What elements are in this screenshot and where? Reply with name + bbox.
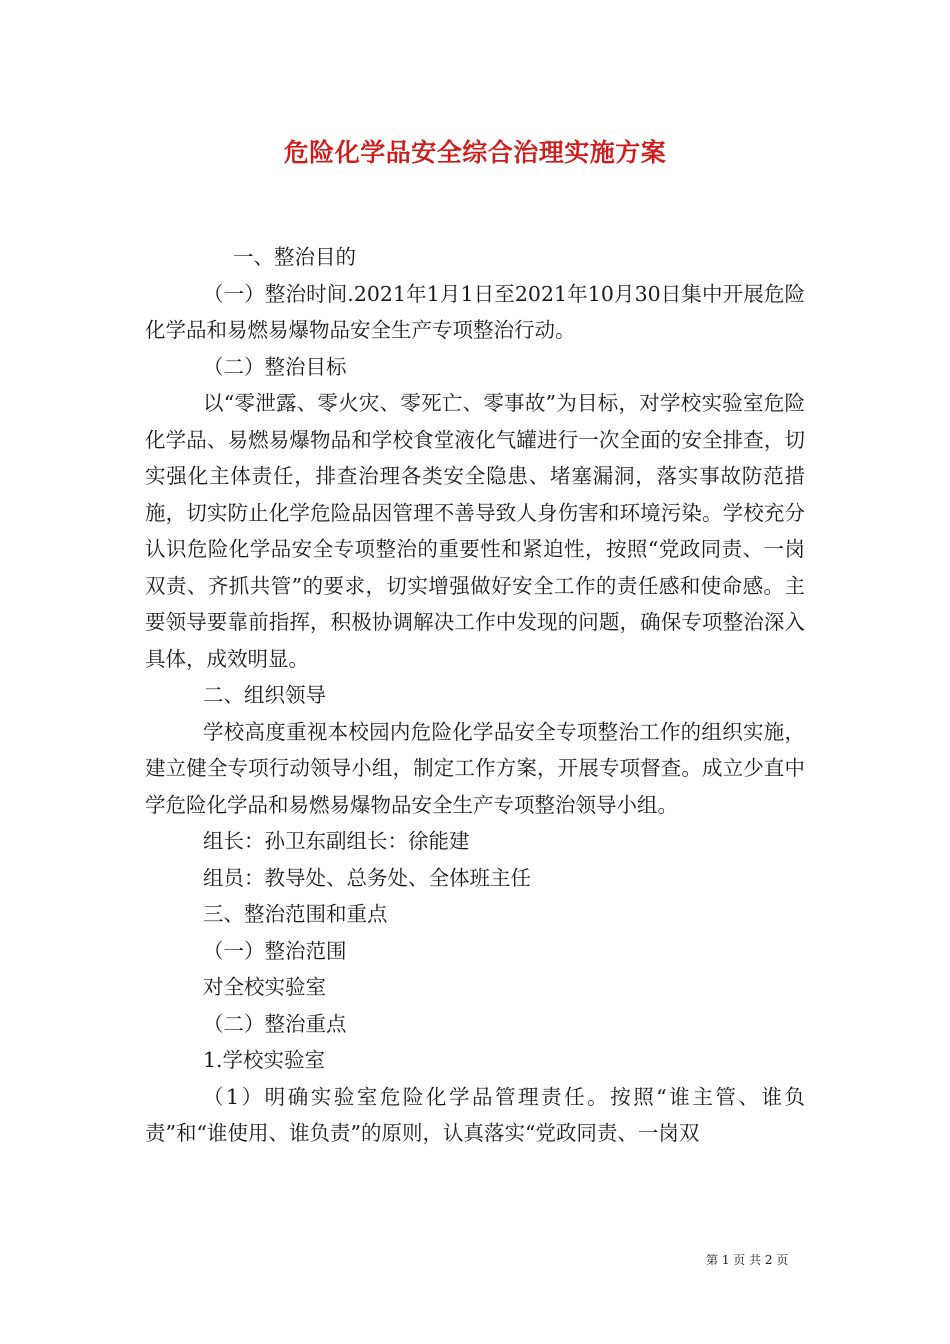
paragraph-goal: 以“零泄露、零火灾、零死亡、零事故”为目标，对学校实验室危险化学品、易燃易爆物品和学校食堂液化气罐进行一次全面的安全排查，切实强化主体责任，排查治理各类安全隐患、堵塞漏洞，落实事故防范措施，切实防止化学危险品因管理不善导致人身伤害和环境污染。学校充分认识危险化学品安全专项整治的重要性和紧迫性，按照“党政同责、一岗双责、齐抓共管”的要求，切实增强做好安全工作的责任感和使命感。主要领导要靠前指挥，积极协调解决工作中发现的问题，确保专项整治深入具体，成效明显。 [145,391,805,671]
paragraph-heading-2: 二、组织领导 [203,683,326,707]
paragraph-organization: 学校高度重视本校园内危险化学品安全专项整治工作的组织实施，建立健全专项行动领导小组，制定工作方案，开展专项督查。成立少直中学危险化学品和易燃易爆物品安全生产专项整治领导小组。 [145,719,805,817]
page-number: 第 1 页 共 2 页 [706,1253,789,1267]
paragraph-members: 组员：教导处、总务处、全体班主任 [203,865,531,890]
paragraph-lab-heading: 1.学校实验室 [203,1048,326,1072]
paragraph-goal-heading: （二）整治目标 [203,354,347,379]
document-title: 危险化学品安全综合治理实施方案 [283,138,667,167]
paragraph-scope: 对全校实验室 [203,975,326,999]
paragraph-lab-responsibility: （1）明确实验室危险化学品管理责任。按照“谁主管、谁负责”和“谁使用、谁负责”的原则，认真落实“党政同责、一岗双 [145,1084,805,1145]
document-body [145,239,805,1152]
paragraph-time: （一）整治时间.2021年1月1日至2021年10月30日集中开展危险化学品和易燃易爆物品安全生产专项整治行动。 [145,281,805,342]
paragraph-heading-1: 一、整治目的 [233,245,356,269]
paragraph-focus-heading: （二）整治重点 [203,1011,347,1036]
paragraph-leaders: 组长：孙卫东副组长：徐能建 [203,829,470,853]
paragraph-heading-3: 三、整治范围和重点 [203,902,388,926]
paragraph-scope-heading: （一）整治范围 [203,938,347,963]
